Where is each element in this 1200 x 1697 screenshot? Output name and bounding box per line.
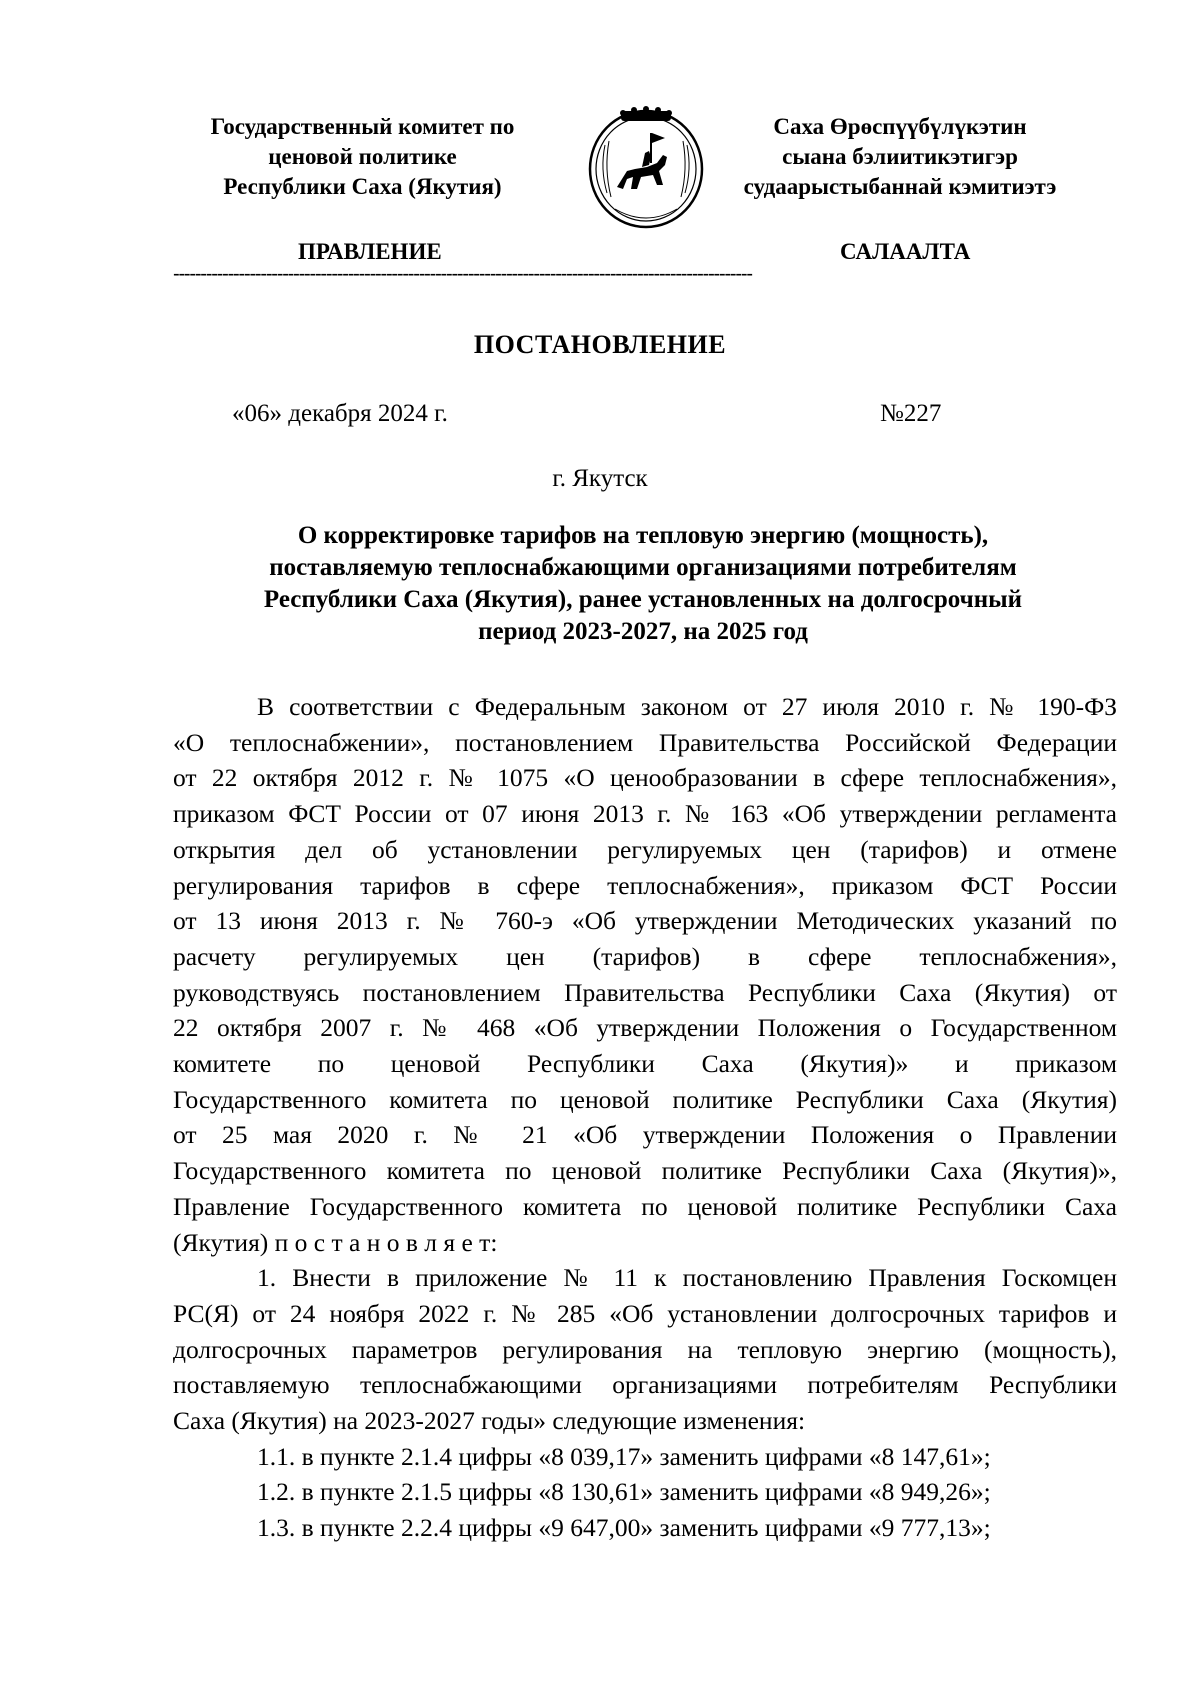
header-left-line: Государственный комитет по	[210, 114, 515, 139]
body-line: 22 октября 2007 г. № 468 «Об утверждении Положения о Государственном	[173, 1013, 1117, 1043]
subject-line: поставляемую теплоснабжающими организациями потребителям	[269, 554, 1017, 581]
body-line: Саха (Якутия) на 2023-2027 годы» следующие изменения:	[173, 1406, 806, 1436]
header-separator: ----------------------------------------------------------------------------------------------------------	[173, 264, 752, 284]
coat-of-arms-emblem-icon	[587, 105, 705, 230]
subject-line: Республики Саха (Якутия), ранее установленных на долгосрочный	[263, 586, 1023, 613]
body-line: 1. Внести в приложение № 11 к постановлению Правления Госкомцен	[257, 1263, 1117, 1293]
header-left-agency	[185, 112, 540, 202]
body-line: долгосрочных параметров регулирования на тепловую энергию (мощность),	[173, 1334, 1117, 1364]
document-subject	[173, 520, 1113, 648]
body-line: поставляемую теплоснабжающими организациями потребителям Республики	[173, 1370, 1117, 1400]
header-left-line: ценовой политике	[268, 144, 457, 169]
body-line: (Якутия) п о с т а н о в л я е т:	[173, 1227, 498, 1257]
body-line: РС(Я) от 24 ноября 2022 г. № 285 «Об установлении долгосрочных тарифов и	[173, 1298, 1117, 1328]
body-line: 1.2. в пункте 2.1.5 цифры «8 130,61» заменить цифрами «8 949,26»;	[257, 1477, 991, 1507]
body-line: 1.3. в пункте 2.2.4 цифры «9 647,00» заменить цифрами «9 777,13»;	[257, 1513, 991, 1543]
body-line: от 25 мая 2020 г. № 21 «Об утверждении Положения о Правлении	[173, 1120, 1117, 1150]
document-body	[173, 689, 1117, 1546]
subject-line: период 2023-2027, на 2025 год	[478, 618, 808, 645]
body-line: руководствуясь постановлением Правительства Республики Саха (Якутия) от	[173, 977, 1117, 1007]
board-label-ru: ПРАВЛЕНИЕ	[298, 239, 442, 264]
body-line: Государственного комитета по ценовой политике Республики Саха (Якутия)»,	[173, 1156, 1117, 1186]
document-city: г. Якутск	[552, 465, 648, 492]
document-type-title: ПОСТАНОВЛЕНИЕ	[473, 330, 727, 359]
body-line: от 22 октября 2012 г. № 1075 «О ценообразовании в сфере теплоснабжения»,	[173, 763, 1117, 793]
header-right-line: сыана бэлиитикэтигэр	[782, 144, 1018, 169]
body-line: открытия дел об установлении регулируемых цен (тарифов) и отмене	[173, 834, 1117, 864]
document-number: №227	[880, 400, 942, 427]
header-left-line: Республики Саха (Якутия)	[223, 174, 502, 199]
body-line: расчету регулируемых цен (тарифов) в сфере теплоснабжения»,	[173, 941, 1117, 971]
subject-line: О корректировке тарифов на тепловую энергию (мощность),	[297, 522, 989, 549]
body-line: регулирования тарифов в сфере теплоснабжения», приказом ФСТ России	[173, 870, 1117, 900]
board-label-sah: САЛААЛТА	[840, 239, 971, 264]
body-line: комитете по ценовой Республики Саха (Якутия)» и приказом	[173, 1049, 1117, 1079]
body-line: «О теплоснабжении», постановлением Правительства Российской Федерации	[173, 727, 1117, 757]
body-line: 1.1. в пункте 2.1.4 цифры «8 039,17» заменить цифрами «8 147,61»;	[257, 1441, 991, 1471]
body-line: Государственного комитета по ценовой политике Республики Саха (Якутия)	[173, 1084, 1117, 1114]
body-line: от 13 июня 2013 г. № 760-э «Об утверждении Методических указаний по	[173, 906, 1117, 936]
header-right-line: судаарыстыбаннай кэмитиэтэ	[743, 174, 1057, 199]
body-line: В соответствии с Федеральным законом от 27 июля 2010 г. № 190-ФЗ	[257, 692, 1117, 721]
header-right-agency	[720, 112, 1080, 202]
header-right-line: Саха Өрөспүүбүлүкэтин	[773, 114, 1027, 139]
body-line: приказом ФСТ России от 07 июня 2013 г. № 163 «Об утверждении регламента	[173, 799, 1117, 829]
document-date: «06» декабря 2024 г.	[232, 400, 448, 427]
body-line: Правление Государственного комитета по ценовой политике Республики Саха	[173, 1191, 1117, 1221]
